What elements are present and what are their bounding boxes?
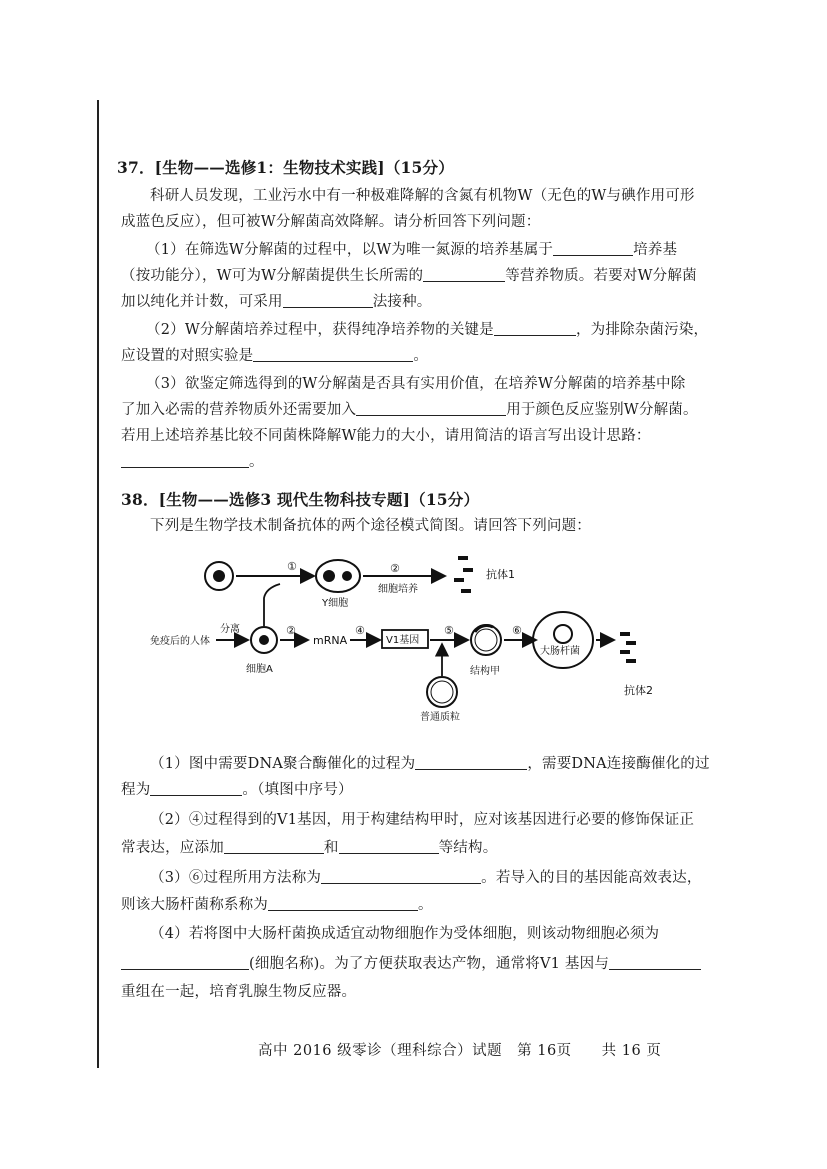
q37-part2-line2 bbox=[121, 344, 428, 365]
q37-part2-text-a: （2）W分解菌培养过程中，获得纯净培养物的关键是 bbox=[146, 322, 494, 338]
branch-line-cell-a bbox=[264, 584, 280, 626]
q37-part3-text-b: 了加入必需的营养物质外还需要加入 bbox=[121, 402, 357, 418]
q37-part1-line1 bbox=[146, 238, 677, 259]
q38-part2-text-c: 和 bbox=[323, 840, 339, 856]
q37-part3-line2 bbox=[121, 398, 698, 419]
antibody1-label: 抗体1 bbox=[486, 568, 515, 581]
q38-part4-text-b: (细胞名称)。为了方便获取表达产物，通常将V1 基因与 bbox=[249, 956, 610, 972]
structure-label: 结构甲 bbox=[470, 666, 500, 677]
q38-part1-text-b: ，需要DNA连接酶催化的过 bbox=[527, 756, 710, 772]
q38-blank-2[interactable] bbox=[150, 781, 242, 796]
antibody2-marks bbox=[620, 632, 636, 663]
q38-part2-text-b: 常表达，应添加 bbox=[121, 840, 224, 856]
binding-margin-line bbox=[97, 100, 99, 1068]
q37-part3-text-c: 用于颜色反应鉴别W分解菌。 bbox=[506, 402, 698, 418]
q38-intro: 下列是生物学技术制备抗体的两个途径模式简图。请回答下列问题： bbox=[150, 518, 591, 534]
q37-blank-1[interactable] bbox=[553, 241, 633, 256]
q37-part3-text-e: 。 bbox=[249, 454, 264, 470]
q38-part1-text-c: 程为 bbox=[121, 782, 151, 798]
q38-part3-line2 bbox=[121, 893, 433, 914]
q37-part2-text-c: 应设置的对照实验是 bbox=[121, 348, 254, 364]
q38-part3-text-b: 。若导入的目的基因能高效表达， bbox=[481, 870, 702, 886]
q37-part1-text-a: （1）在筛选W分解菌的过程中，以W为唯一氮源的培养基属于 bbox=[146, 242, 554, 258]
antibody2-label: 抗体2 bbox=[624, 684, 653, 697]
step4-label: ④ bbox=[355, 624, 365, 637]
separate-label: 分离 bbox=[220, 624, 240, 635]
v1-gene-label: V1基因 bbox=[386, 635, 420, 646]
step2-label-mid: ② bbox=[286, 624, 296, 637]
q38-part4-line3: 重组在一起，培育乳腺生物反应器。 bbox=[121, 984, 357, 1000]
q37-blank-6[interactable] bbox=[356, 401, 506, 416]
q37-part3-line3: 若用上述培养基比较不同菌株降解W能力的大小，请用简洁的语言写出设计思路： bbox=[121, 428, 651, 444]
q37-blank-7[interactable] bbox=[121, 453, 249, 468]
q37-part1-text-e: 加以纯化并计数，可采用 bbox=[121, 294, 283, 310]
y-cell bbox=[316, 560, 360, 592]
cell-a-label: 细胞A bbox=[246, 664, 273, 675]
q38-part2-text-d: 等结构。 bbox=[438, 840, 498, 856]
plasmid-label: 普通质粒 bbox=[420, 712, 460, 723]
q38-part3-text-c: 则该大肠杆菌称系称为 bbox=[121, 897, 268, 913]
q37-blank-5[interactable] bbox=[253, 347, 413, 362]
q38-blank-1[interactable] bbox=[415, 755, 527, 770]
q38-part2-line2 bbox=[121, 836, 497, 857]
q37-part2-text-d: 。 bbox=[413, 348, 429, 364]
q38-part3-text-a: （3）⑥过程所用方法称为 bbox=[150, 870, 322, 886]
antibody1-marks bbox=[454, 556, 473, 593]
q38-part3-line1 bbox=[150, 866, 702, 887]
q37-part1-line3 bbox=[121, 290, 432, 311]
q37-part2-line1 bbox=[146, 318, 708, 339]
ecoli-cell bbox=[533, 612, 593, 668]
q38-blank-8[interactable] bbox=[609, 955, 701, 970]
v1-gene-box bbox=[382, 630, 428, 648]
q37-part1-text-d: 等营养物质。若要对W分解菌 bbox=[505, 268, 697, 284]
mrna-label: mRNA bbox=[313, 634, 348, 647]
q38-part1-line2 bbox=[121, 778, 353, 799]
q37-title: 37．[生物——选修1：生物技术实践]（15分） bbox=[117, 158, 454, 177]
q37-part3-line4 bbox=[121, 450, 264, 471]
plain-plasmid bbox=[427, 677, 457, 707]
step5-label: ⑤ bbox=[444, 624, 454, 637]
q37-blank-3[interactable] bbox=[283, 293, 373, 308]
q37-part1-line2 bbox=[121, 264, 697, 285]
q38-part1-text-a: （1）图中需要DNA聚合酶催化的过程为 bbox=[150, 756, 416, 772]
immune-body-label: 免疫后的人体 bbox=[150, 636, 210, 647]
q38-blank-3[interactable] bbox=[224, 839, 324, 854]
step1-label: ① bbox=[287, 560, 297, 573]
q38-part1-text-d: 。（填图中序号） bbox=[242, 782, 353, 798]
q38-blank-6[interactable] bbox=[268, 896, 418, 911]
page-footer: 高中 2016 级零诊（理科综合）试题 第 16页 共 16 页 bbox=[258, 1043, 662, 1059]
cell-culture-label: 细胞培养 bbox=[378, 584, 418, 595]
q37-intro-line1: 科研人员发现，工业污水中有一种极难降解的含氮有机物W（无色的W与碘作用可形 bbox=[150, 188, 695, 204]
q38-part2-line1: （2）④过程得到的V1基因，用于构建结构甲时，应对该基因进行必要的修饰保证正 bbox=[150, 812, 695, 828]
y-cell-label: Y细胞 bbox=[322, 598, 349, 609]
q37-part2-text-b: ，为排除杂菌污染， bbox=[575, 322, 709, 338]
q38-part1-line1 bbox=[150, 752, 710, 773]
q38-part3-text-d: 。 bbox=[418, 897, 433, 913]
step6-label: ⑥ bbox=[512, 624, 522, 637]
q38-blank-7[interactable] bbox=[121, 955, 249, 970]
ecoli-label: 大肠杆菌 bbox=[540, 646, 580, 657]
q38-blank-4[interactable] bbox=[339, 839, 439, 854]
q37-part1-text-b: 培养基 bbox=[633, 242, 678, 258]
antibody-pathway-diagram bbox=[150, 548, 670, 728]
q38-part4-line1: （4）若将图中大肠杆菌换成适宜动物细胞作为受体细胞，则该动物细胞必须为 bbox=[150, 926, 660, 942]
q37-intro-line2: 成蓝色反应），但可被W分解菌高效降解。请分析回答下列问题： bbox=[121, 214, 541, 230]
step2-label-top: ② bbox=[390, 562, 400, 575]
structure-jia bbox=[471, 625, 501, 655]
q37-part1-text-f: 法接种。 bbox=[372, 294, 432, 310]
q37-blank-4[interactable] bbox=[494, 321, 576, 336]
q37-part3-line1: （3）欲鉴定筛选得到的W分解菌是否具有实用价值，在培养W分解菌的培养基中除 bbox=[146, 376, 686, 392]
q37-blank-2[interactable] bbox=[423, 267, 505, 282]
q38-blank-5[interactable] bbox=[321, 869, 481, 884]
q37-part1-text-c: （按功能分），W可为W分解菌提供生长所需的 bbox=[121, 268, 424, 284]
cell-a bbox=[251, 627, 277, 653]
q38-part4-line2 bbox=[121, 952, 701, 973]
source-cell bbox=[205, 562, 233, 590]
q38-title: 38．[生物——选修3 现代生物科技专题]（15分） bbox=[121, 490, 480, 509]
